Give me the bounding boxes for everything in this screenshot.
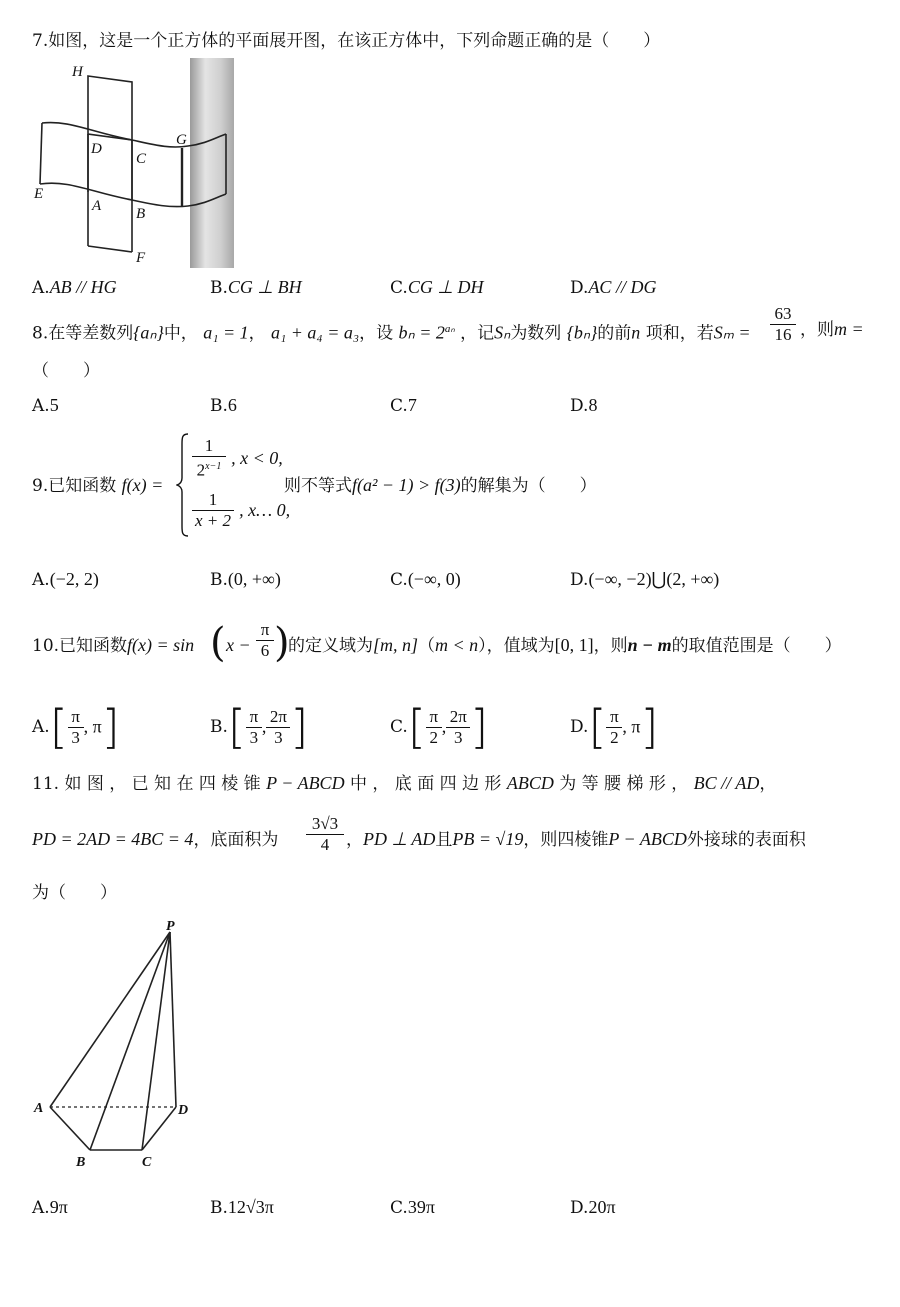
q8-paren: （ ）	[32, 361, 100, 381]
q11-line2-start: PD = 2AD = 4BC = 4，底面积为	[32, 829, 279, 850]
q7-label-g: G	[176, 132, 187, 148]
q8-option-d: D.8	[570, 395, 598, 416]
q9-stem-end: 则不等式f(a² − 1) > f(3)的解集为（ ）	[284, 475, 597, 496]
q10-stem-start: 10.已知函数f(x) = sin	[32, 635, 195, 656]
q11-edge-pc	[142, 932, 170, 1150]
q11-label-p: P	[166, 919, 175, 934]
q10-paren-left: (	[210, 620, 226, 666]
q7-label-h: H	[72, 64, 83, 80]
q11-label-d: D	[178, 1103, 189, 1118]
q10-paren-right: )	[274, 620, 290, 666]
q7-option-d: D.AC // DG	[570, 277, 657, 298]
q9-stem-start: 9.已知函数 f(x) =	[32, 475, 164, 496]
q11-edge-pa	[50, 932, 170, 1107]
q9-case1: $\frac{1}{2^{x-1}}$ , x < 0,	[192, 436, 283, 481]
q7-stem: 7.如图，这是一个正方体的平面展开图，在该正方体中，下列命题正确的是（ ）	[32, 31, 661, 51]
q11-label-a: A	[34, 1101, 44, 1116]
q10-option-c: C.[ $\frac{\pi}{2}$ , $\frac{2\pi}{3}$ ]	[390, 700, 489, 754]
q7-cube-net-figure	[30, 58, 235, 270]
q8-stem-tail: ，则m =	[800, 319, 864, 340]
q10-fraction: π 6	[256, 620, 274, 661]
q10-option-a: A.[ $\frac{\pi}{3}$ , π]	[32, 700, 120, 754]
q11-edge-ab	[50, 1107, 90, 1150]
q7-label-c: C	[136, 151, 147, 167]
q7-option-b: B.CG ⊥ BH	[210, 277, 302, 298]
q8-option-b: B.6	[210, 395, 237, 416]
q8-option-a: A.5	[32, 395, 59, 416]
q9-case2: $\frac{1}{x + 2}$ , x… 0,	[192, 490, 290, 531]
q11-edge-pd	[170, 932, 176, 1107]
q11-option-b: B.12√3π	[210, 1197, 274, 1218]
q11-label-b: B	[76, 1155, 86, 1170]
q11-option-c: C.39π	[390, 1197, 435, 1218]
q11-line2-end: ，PD ⊥ AD且PB = √19，则四棱锥P − ABCD外接球的表面积	[346, 829, 806, 850]
q10-option-b: B.[ $\frac{\pi}{3}$ , $\frac{2\pi}{3}$ ]	[210, 700, 309, 754]
q7-option-a: A.AB // HG	[32, 277, 117, 298]
q7-label-a: A	[92, 198, 102, 214]
q11-pyramid-figure	[30, 918, 210, 1170]
q10-stem-end: 的定义域为[m, n]（m < n），值域为[0, 1]，则n − m的取值范围是（ ）	[288, 635, 842, 656]
q7-label-b: B	[136, 206, 146, 222]
q7-option-c: C.CG ⊥ DH	[390, 277, 484, 298]
q9-option-a: A.(−2, 2)	[32, 569, 99, 590]
q11-line3: 为（ ）	[32, 883, 117, 903]
q9-option-b: B.(0, +∞)	[210, 569, 281, 590]
q7-label-d: D	[91, 141, 102, 157]
q7-cylinder	[190, 58, 234, 268]
q10-option-d: D.[ $\frac{\pi}{2}$ , π]	[570, 700, 659, 754]
q8-fraction: 63 16	[770, 304, 796, 345]
q8-option-c: C.7	[390, 395, 417, 416]
q9-option-d: D.(−∞, −2)⋃(2, +∞)	[570, 569, 720, 590]
q9-piecewise-brace	[176, 432, 190, 538]
q8-stem: 8.在等差数列{aₙ}中， a₁ = 1， a₁ + a₄ = a₃，设 $b_n = 2^{a_n}$ ，记Sₙ为数列 {bₙ}的前n 项和，若Sₘ =	[32, 322, 751, 344]
q11-option-d: D.20π	[570, 1197, 616, 1218]
q11-line1: 11. 如 图 ， 已 知 在 四 棱 锥 P − ABCD 中 ， 底 面 四 边 形 ABCD 为 等 腰 梯 形 ， BC // AD，	[32, 773, 777, 794]
q11-edge-pb	[90, 932, 170, 1150]
q9-option-c: C.(−∞, 0)	[390, 569, 461, 590]
q11-label-c: C	[142, 1155, 152, 1170]
q7-label-e: E	[34, 186, 44, 202]
q11-option-a: A.9π	[32, 1197, 68, 1218]
q10-x-minus: x −	[226, 635, 251, 655]
q7-label-f: F	[136, 250, 146, 266]
q11-area-fraction: 3√3 4	[306, 814, 344, 855]
